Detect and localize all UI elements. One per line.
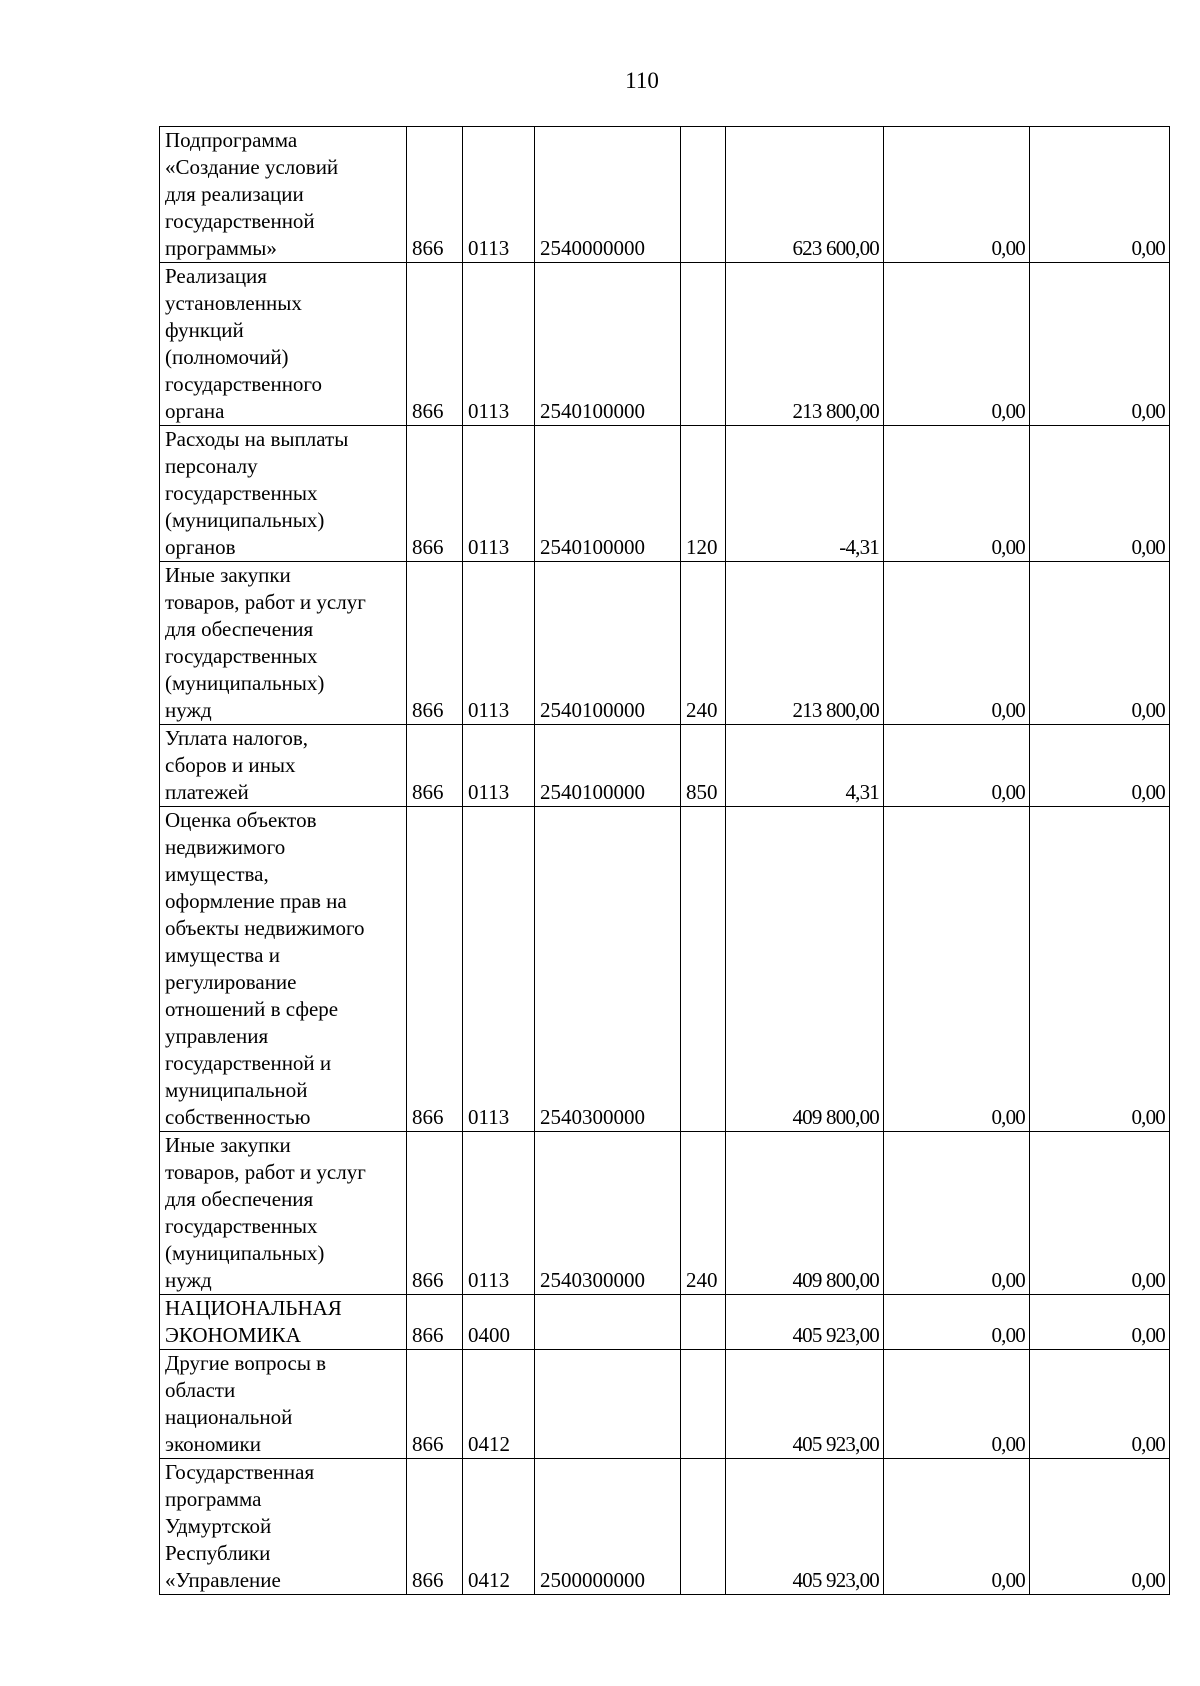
expense-type-code: 240	[681, 1132, 726, 1295]
amount-1: 213 800,00	[726, 263, 884, 426]
section-code: 0412	[463, 1459, 535, 1595]
section-code: 0113	[463, 562, 535, 725]
budget-table	[159, 126, 1170, 1595]
amount-1: -4,31	[726, 426, 884, 562]
row-name: Оценка объектов недвижимого имущества, оформление прав на объекты недвижимого имущества и регулирование отношений в сфере управления государственной и муниципальной собственностью	[160, 807, 407, 1132]
target-article-code: 2540100000	[535, 263, 681, 426]
expense-type-code	[681, 1350, 726, 1459]
ved-code: 866	[407, 263, 463, 426]
ved-code: 866	[407, 807, 463, 1132]
expense-type-code	[681, 807, 726, 1132]
amount-3: 0,00	[1030, 127, 1170, 263]
target-article-code: 2540100000	[535, 725, 681, 807]
amount-2: 0,00	[884, 426, 1030, 562]
amount-1: 623 600,00	[726, 127, 884, 263]
amount-1: 405 923,00	[726, 1350, 884, 1459]
table-row	[160, 1295, 1170, 1350]
amount-3: 0,00	[1030, 1295, 1170, 1350]
amount-3: 0,00	[1030, 1350, 1170, 1459]
page-number: 110	[625, 68, 659, 93]
target-article-code: 2540300000	[535, 1132, 681, 1295]
target-article-code	[535, 1295, 681, 1350]
row-name: НАЦИОНАЛЬНАЯ ЭКОНОМИКА	[160, 1295, 407, 1350]
row-name: Государственная программа Удмуртской Республики «Управление	[160, 1459, 407, 1595]
table-row	[160, 1350, 1170, 1459]
table-row	[160, 426, 1170, 562]
row-name: Подпрограмма «Создание условий для реализации государственной программы»	[160, 127, 407, 263]
amount-3: 0,00	[1030, 562, 1170, 725]
target-article-code: 2540300000	[535, 807, 681, 1132]
expense-type-code: 240	[681, 562, 726, 725]
target-article-code: 2500000000	[535, 1459, 681, 1595]
expense-type-code	[681, 1295, 726, 1350]
target-article-code: 2540100000	[535, 562, 681, 725]
table-row	[160, 1132, 1170, 1295]
row-name: Иные закупки товаров, работ и услуг для обеспечения государственных (муниципальных) нужд	[160, 1132, 407, 1295]
amount-1: 405 923,00	[726, 1295, 884, 1350]
table-row	[160, 263, 1170, 426]
expense-type-code	[681, 127, 726, 263]
ved-code: 866	[407, 426, 463, 562]
amount-2: 0,00	[884, 807, 1030, 1132]
target-article-code: 2540100000	[535, 426, 681, 562]
row-name: Другие вопросы в области национальной экономики	[160, 1350, 407, 1459]
table-row	[160, 127, 1170, 263]
table-row	[160, 562, 1170, 725]
section-code: 0113	[463, 127, 535, 263]
amount-2: 0,00	[884, 1459, 1030, 1595]
amount-2: 0,00	[884, 562, 1030, 725]
amount-2: 0,00	[884, 127, 1030, 263]
amount-2: 0,00	[884, 1350, 1030, 1459]
amount-2: 0,00	[884, 263, 1030, 426]
ved-code: 866	[407, 1350, 463, 1459]
target-article-code	[535, 1350, 681, 1459]
section-code: 0113	[463, 426, 535, 562]
section-code: 0113	[463, 807, 535, 1132]
amount-2: 0,00	[884, 725, 1030, 807]
amount-1: 405 923,00	[726, 1459, 884, 1595]
section-code: 0113	[463, 725, 535, 807]
section-code: 0113	[463, 263, 535, 426]
expense-type-code: 120	[681, 426, 726, 562]
ved-code: 866	[407, 127, 463, 263]
amount-2: 0,00	[884, 1132, 1030, 1295]
section-code: 0113	[463, 1132, 535, 1295]
expense-type-code	[681, 1459, 726, 1595]
table-row	[160, 725, 1170, 807]
amount-1: 409 800,00	[726, 807, 884, 1132]
section-code: 0400	[463, 1295, 535, 1350]
amount-3: 0,00	[1030, 1132, 1170, 1295]
expense-type-code	[681, 263, 726, 426]
amount-1: 213 800,00	[726, 562, 884, 725]
ved-code: 866	[407, 562, 463, 725]
amount-1: 409 800,00	[726, 1132, 884, 1295]
row-name: Уплата налогов, сборов и иных платежей	[160, 725, 407, 807]
ved-code: 866	[407, 1459, 463, 1595]
section-code: 0412	[463, 1350, 535, 1459]
row-name: Расходы на выплаты персоналу государственных (муниципальных) органов	[160, 426, 407, 562]
table-row	[160, 807, 1170, 1132]
ved-code: 866	[407, 1295, 463, 1350]
amount-1: 4,31	[726, 725, 884, 807]
row-name: Реализация установленных функций (полномочий) государственного органа	[160, 263, 407, 426]
amount-3: 0,00	[1030, 426, 1170, 562]
expense-type-code: 850	[681, 725, 726, 807]
target-article-code: 2540000000	[535, 127, 681, 263]
amount-3: 0,00	[1030, 725, 1170, 807]
amount-3: 0,00	[1030, 1459, 1170, 1595]
table-row	[160, 1459, 1170, 1595]
amount-3: 0,00	[1030, 263, 1170, 426]
amount-2: 0,00	[884, 1295, 1030, 1350]
amount-3: 0,00	[1030, 807, 1170, 1132]
ved-code: 866	[407, 1132, 463, 1295]
ved-code: 866	[407, 725, 463, 807]
row-name: Иные закупки товаров, работ и услуг для обеспечения государственных (муниципальных) нужд	[160, 562, 407, 725]
